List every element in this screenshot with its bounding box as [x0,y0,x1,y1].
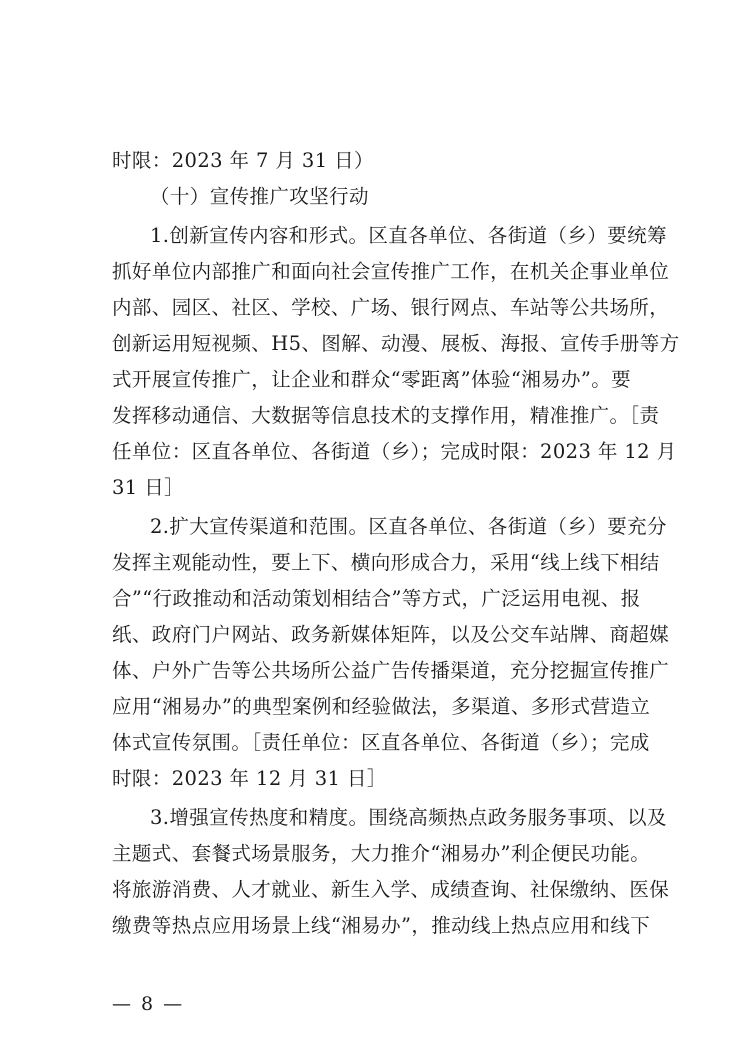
body-line: 抓好单位内部推广和面向社会宣传推广工作，在机关企事业单位 [112,260,670,283]
body-line: 应用“湘易办”的典型案例和经验做法，多渠道、多形式营造立 [112,695,651,718]
body-line: 发挥主观能动性，要上下、横向形成合力，采用“线上线下相结 [112,551,660,574]
page-number: — 8 — [112,993,185,1015]
body-line: 任单位：区直各单位、各街道（乡）；完成时限：2023 年 12 月 [112,440,677,463]
paragraph-3-start: 3.增强宣传热度和精度。围绕高频热点政务服务事项、以及 [150,806,667,829]
body-line: 式开展宣传推广，让企业和群众“零距离”体验“湘易办”。要 [112,368,632,391]
body-line: 时限：2023 年 7 月 31 日） [112,149,374,172]
body-line: 创新运用短视频、H5、图解、动漫、展板、海报、宣传手册等方 [112,332,680,355]
body-line: 纸、政府门户网站、政务新媒体矩阵，以及公交车站牌、商超媒 [112,623,670,646]
body-line: 体、户外广告等公共场所公益广告传播渠道，充分挖掘宣传推广 [112,659,670,682]
body-line: 31 日］ [112,476,185,499]
body-line: 体式宣传氛围。［责任单位：区直各单位、各街道（乡）；完成 [112,731,650,754]
body-line: 将旅游消费、人才就业、新生入学、成绩查询、社保缴纳、医保 [112,878,670,901]
body-line: 主题式、套餐式场景服务，大力推介“湘易办”利企便民功能。 [112,842,651,865]
body-line: 内部、园区、社区、学校、广场、银行网点、车站等公共场所， [112,296,670,319]
paragraph-2-start: 2.扩大宣传渠道和范围。区直各单位、各街道（乡）要充分 [150,515,667,538]
body-line: 合”“行政推动和活动策划相结合”等方式，广泛运用电视、报 [112,587,641,610]
body-line: 时限：2023 年 12 月 31 日］ [112,767,387,790]
section-heading: （十）宣传推广攻坚行动 [150,185,369,208]
body-line: 缴费等热点应用场景上线“湘易办”，推动线上热点应用和线下 [112,914,651,937]
body-line: 发挥移动通信、大数据等信息技术的支撑作用，精准推广。［责 [112,404,660,427]
paragraph-1-start: 1.创新宣传内容和形式。区直各单位、各街道（乡）要统筹 [150,224,667,247]
